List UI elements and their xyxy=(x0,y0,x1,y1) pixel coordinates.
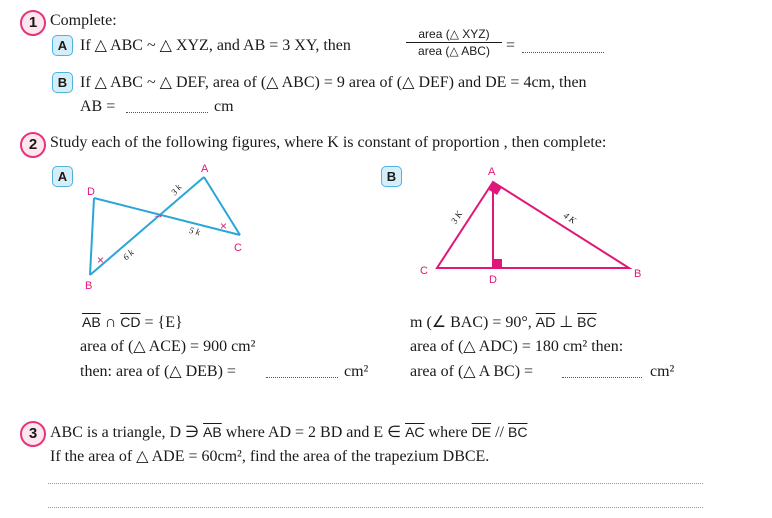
segment-bc: $\overline{BC}$ xyxy=(507,424,528,440)
fraction-numerator: area (△ XYZ) xyxy=(406,27,502,43)
question-2-number: 2 xyxy=(20,132,46,158)
fig-b-label-4k: 4 K xyxy=(561,210,578,226)
answer-line-2[interactable] xyxy=(48,507,703,508)
q3-text-b: where AD = 2 BD and E ∈ xyxy=(225,424,402,441)
part-a-badge: A xyxy=(52,35,73,56)
intersection-set: = {E} xyxy=(144,314,183,331)
part-b-badge: B xyxy=(52,72,73,93)
q2a-line1 xyxy=(82,312,183,333)
top-decoration xyxy=(220,0,520,4)
q3-text-c: where xyxy=(428,424,468,441)
segment-ac: $\overline{AC}$ xyxy=(405,424,425,440)
segment-ab: $\overline{AB}$ xyxy=(82,314,101,330)
q1b-line2-prefix: AB = xyxy=(80,98,116,115)
fig-a-label-c: C xyxy=(234,242,242,254)
perpendicular-symbol: ⊥ xyxy=(559,314,574,331)
q2b-answer-blank[interactable] xyxy=(562,365,642,383)
q1b-line1: If △ ABC ~ △ DEF, area of (△ ABC) = 9 area of (△ DEF) and DE = 4cm, then xyxy=(80,74,587,91)
segment-bc: $\overline{BC}$ xyxy=(577,314,597,330)
segment-ab: $\overline{AB}$ xyxy=(203,424,222,440)
q1a-text: If △ ABC ~ △ XYZ, and AB = 3 XY, then xyxy=(80,37,351,54)
fig-a-label-d: D xyxy=(87,186,95,198)
fig-b-label-c: C xyxy=(420,265,428,277)
figure-a-diagram xyxy=(70,160,260,295)
fig-a-label-b: B xyxy=(85,280,93,292)
q3-line2: If the area of △ ADE = 60cm², find the area of the trapezium DBCE. xyxy=(50,448,490,465)
question-2-title: Study each of the following figures, where K is constant of proportion , then complete: xyxy=(50,134,607,151)
fraction-denominator: area (△ ABC) xyxy=(418,44,490,58)
fig-b-label-d: D xyxy=(489,274,497,285)
q1a-equals: = xyxy=(506,37,516,54)
fig-b-label-a: A xyxy=(488,166,496,178)
question-1-number: 1 xyxy=(20,10,46,36)
intersection-symbol: ∩ xyxy=(104,314,117,331)
parallel-symbol: // xyxy=(495,424,504,441)
question-1-title: Complete: xyxy=(50,12,117,29)
q1a-fraction xyxy=(406,27,502,58)
segment-de: $\overline{DE}$ xyxy=(471,424,492,440)
segment-ad: $\overline{AD}$ xyxy=(535,314,556,330)
q2-part-b-badge: B xyxy=(381,166,402,187)
q2a-line3-prefix: then: area of (△ DEB) = xyxy=(80,363,236,380)
angle-mark-b: × xyxy=(97,253,105,267)
q3-text-a: ABC is a triangle, D ∋ xyxy=(50,424,200,441)
q2a-unit: cm² xyxy=(344,363,369,380)
answer-line-1[interactable] xyxy=(48,483,703,484)
q1b-answer-blank[interactable] xyxy=(126,100,208,118)
figure-a-lines xyxy=(90,177,240,275)
q2-part-a-badge: A xyxy=(52,166,73,187)
fig-a-label-6k: 6 k xyxy=(120,247,136,263)
q2a-answer-blank[interactable] xyxy=(266,365,338,383)
q3-line1 xyxy=(50,422,527,443)
right-angle-d xyxy=(493,259,502,268)
q2b-line3-prefix: area of (△ A BC) = xyxy=(410,363,534,380)
q1b-unit: cm xyxy=(214,98,234,115)
q2b-unit: cm² xyxy=(650,363,675,380)
fig-a-label-5k: 5 k xyxy=(188,224,202,238)
angle-mark-c: × xyxy=(220,219,228,233)
fig-b-label-b: B xyxy=(634,268,642,280)
segment-cd: $\overline{CD}$ xyxy=(120,314,141,330)
q2b-line1 xyxy=(410,312,597,333)
figure-b-diagram xyxy=(415,160,655,285)
fig-b-label-3k: 3 K xyxy=(448,209,465,226)
fig-a-label-3k: 3 k xyxy=(168,182,184,198)
q2a-line2: area of (△ ACE) = 900 cm² xyxy=(80,338,256,355)
angle-statement: m (∠ BAC) = 90°, xyxy=(410,314,532,331)
fig-a-label-a: A xyxy=(201,163,209,175)
q2b-line2: area of (△ ADC) = 180 cm² then: xyxy=(410,338,624,355)
figure-b-lines xyxy=(437,182,629,268)
question-3-number: 3 xyxy=(20,421,46,447)
q1a-answer-blank[interactable] xyxy=(522,40,604,58)
arrow-marker: → xyxy=(152,207,164,221)
